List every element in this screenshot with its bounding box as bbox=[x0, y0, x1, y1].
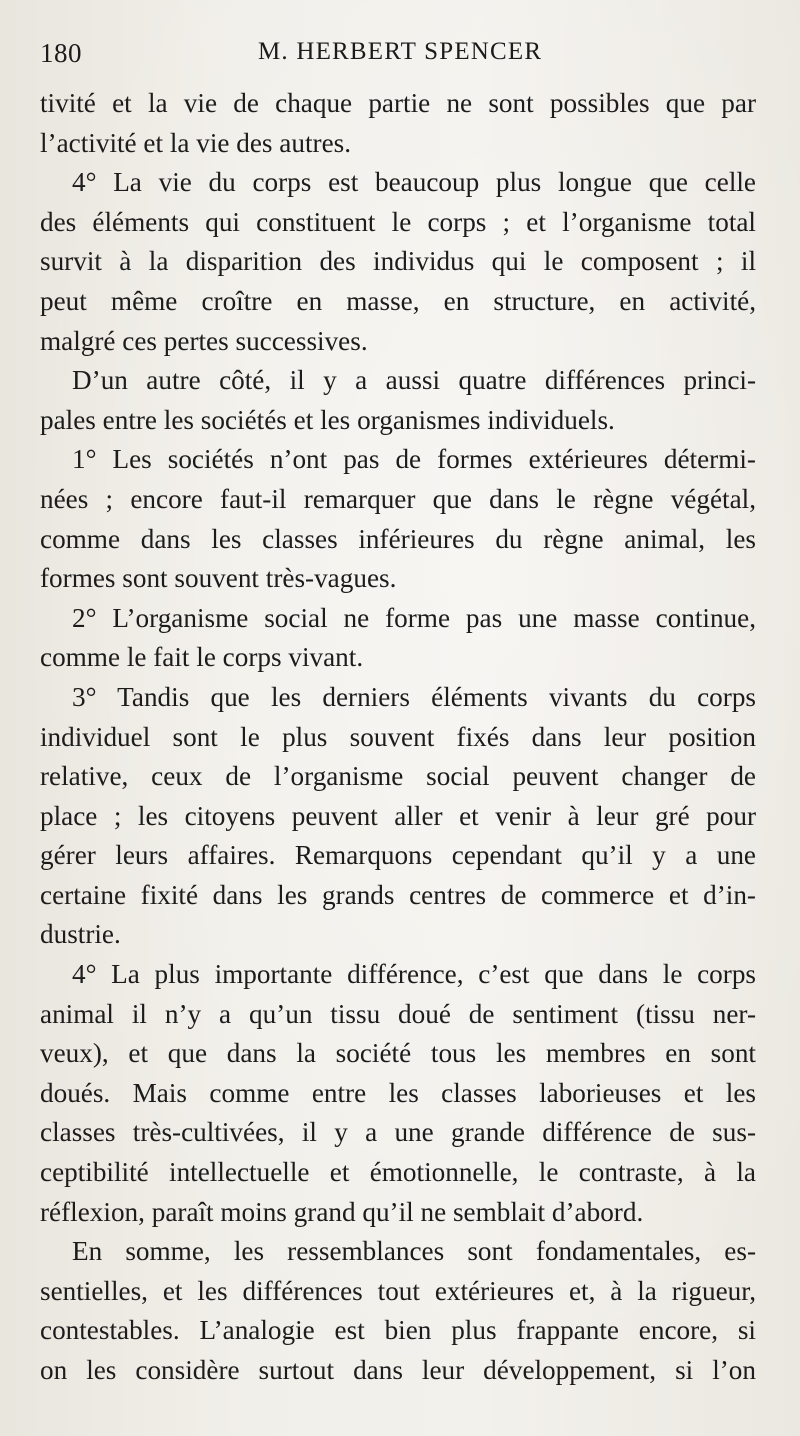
text-line: place ; les citoyens peuvent aller et venir à leur gré pour bbox=[40, 800, 756, 831]
page-header bbox=[40, 38, 760, 78]
text-line: sentielles, et les différences tout extérieures et, à la rigueur, bbox=[40, 1275, 756, 1306]
text-line: comme dans les classes inférieures du règne animal, les bbox=[40, 523, 756, 554]
text-line: malgré ces pertes successives. bbox=[40, 325, 368, 356]
page-number: 180 bbox=[40, 38, 82, 68]
text-line: dustrie. bbox=[40, 919, 121, 950]
text-line: veux), et que dans la société tous les membres en sont bbox=[40, 1038, 756, 1069]
text-line: 1° Les sociétés n’ont pas de formes extérieures détermi- bbox=[72, 444, 756, 475]
text-line: 3° Tandis que les derniers éléments vivants du corps bbox=[72, 681, 756, 712]
text-line: 4° La vie du corps est beaucoup plus longue que celle bbox=[72, 167, 756, 198]
text-line: classes très-cultivées, il y a une grande différence de sus- bbox=[40, 1117, 756, 1148]
text-line: 4° La plus importante différence, c’est que dans le corps bbox=[72, 959, 756, 990]
text-line: relative, ceux de l’organisme social peuvent changer de bbox=[40, 761, 756, 792]
text-line: réflexion, paraît moins grand qu’il ne semblait d’abord. bbox=[40, 1196, 644, 1227]
text-line: des éléments qui constituent le corps ; et l’organisme total bbox=[40, 206, 756, 237]
text-line: nées ; encore faut-il remarquer que dans le règne végétal, bbox=[40, 483, 756, 514]
text-line: peut même croître en masse, en structure, en activité, bbox=[40, 285, 756, 316]
text-line: survit à la disparition des individus qui le composent ; il bbox=[40, 246, 756, 277]
text-line: contestables. L’analogie est bien plus frappante encore, si bbox=[40, 1315, 756, 1346]
text-line: comme le fait le corps vivant. bbox=[40, 642, 364, 673]
text-line: 2° L’organisme social ne forme pas une masse continue, bbox=[72, 602, 756, 633]
text-line: ceptibilité intellectuelle et émotionnelle, le contraste, à la bbox=[40, 1157, 756, 1188]
text-line: tivité et la vie de chaque partie ne sont possibles que par bbox=[40, 88, 756, 118]
running-head: M. HERBERT SPENCER bbox=[258, 38, 543, 65]
body-text bbox=[40, 84, 756, 1391]
text-line: formes sont souvent très-vagues. bbox=[40, 563, 397, 594]
text-line: certaine fixité dans les grands centres de commerce et d’in- bbox=[40, 879, 756, 910]
text-line: gérer leurs affaires. Remarquons cependant qu’il y a une bbox=[40, 840, 756, 871]
text-line: on les considère surtout dans leur développement, si l’on bbox=[40, 1355, 756, 1385]
text-line: D’un autre côté, il y a aussi quatre différences princi- bbox=[72, 365, 756, 396]
text-line: l’activité et la vie des autres. bbox=[40, 127, 352, 158]
text-line: En somme, les ressemblances sont fondamentales, es- bbox=[72, 1236, 756, 1267]
text-line: doués. Mais comme entre les classes laborieuses et les bbox=[40, 1077, 756, 1108]
text-line: individuel sont le plus souvent fixés dans leur position bbox=[40, 721, 756, 752]
text-line: pales entre les sociétés et les organismes individuels. bbox=[40, 404, 615, 435]
text-line: animal il n’y a qu’un tissu doué de sentiment (tissu ner- bbox=[40, 998, 756, 1029]
